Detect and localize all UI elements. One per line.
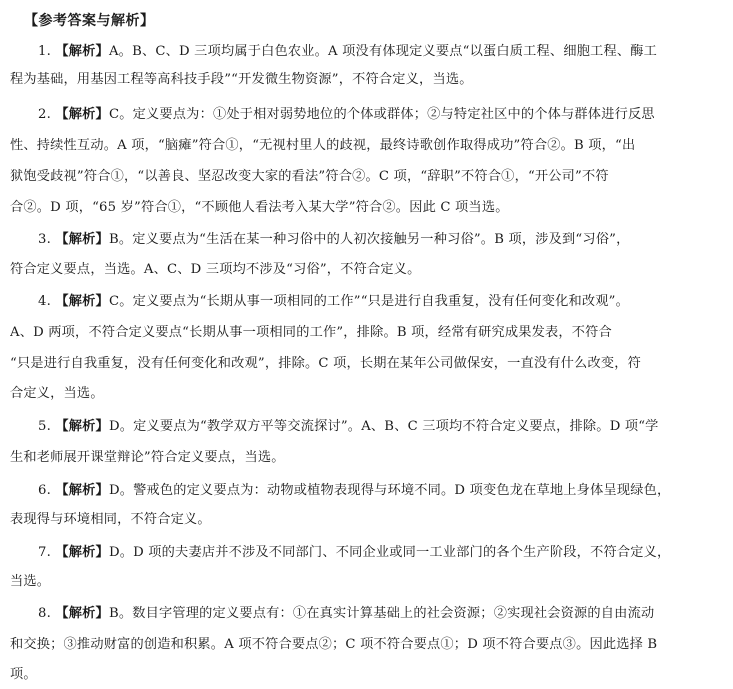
line-text: D。定义要点为“教学双方平等交流探讨”。A、B、C 三项均不符合定义要点，排除。D 项“学 — [108, 419, 659, 434]
answer-number: 7. — [38, 545, 51, 560]
answer-number: 6. — [38, 483, 51, 498]
answer-number: 3. — [38, 232, 51, 247]
answer-4-line-1 — [38, 293, 726, 311]
answer-8-line-1 — [38, 605, 726, 623]
answer-3-line-2: 符合定义要点，当选。A、C、D 三项均不涉及“习俗”，不符合定义。 — [10, 262, 421, 277]
answer-2-line-1 — [38, 106, 726, 124]
answer-number: 2. — [38, 107, 51, 122]
analysis-tag: 【解析】 — [55, 44, 109, 59]
analysis-tag: 【解析】 — [55, 419, 109, 434]
answer-2-line-3: 狱饱受歧视”符合①，“以善良、坚忍改变大家的看法”符合②。C 项，“辞职”不符合①，“开公司”不符 — [10, 169, 609, 184]
line-text: A。B、C、D 三项均属于白色农业。A 项没有体现定义要点“以蛋白质工程、细胞工程、酶工 — [108, 44, 658, 59]
analysis-tag: 【解析】 — [55, 545, 109, 560]
answer-number: 1. — [38, 44, 51, 59]
line-text: B。定义要点为“生活在某一种习俗中的人初次接触另一种习俗”。B 项，涉及到“习俗”， — [108, 232, 630, 247]
analysis-tag: 【解析】 — [55, 107, 109, 122]
answer-8-line-2: 和交换；③推动财富的创造和积累。A 项不符合要点②；C 项不符合要点①；D 项不符合要点③。因此选择 B — [10, 637, 658, 652]
section-heading: 【参考答案与解析】 — [24, 13, 155, 29]
answer-number: 8. — [38, 606, 51, 621]
answer-4-line-4: 合定义，当选。 — [10, 386, 104, 401]
answer-3-line-1 — [38, 231, 726, 249]
answer-6-line-1 — [38, 482, 726, 500]
answer-1-line-1 — [38, 43, 726, 61]
answer-6-line-2: 表现得与环境相同，不符合定义。 — [10, 512, 211, 527]
line-text: C。定义要点为：①处于相对弱势地位的个体或群体；②与特定社区中的个体与群体进行反思 — [108, 107, 655, 122]
answer-2-line-4: 合②。D 项，“65 岁”符合①，“不顾他人看法考入某大学”符合②。因此 C 项当选。 — [10, 200, 509, 215]
answer-5-line-2: 生和老师展开课堂辩论”符合定义要点，当选。 — [10, 450, 285, 465]
analysis-tag: 【解析】 — [55, 232, 109, 247]
analysis-tag: 【解析】 — [55, 294, 109, 309]
analysis-tag: 【解析】 — [55, 606, 109, 621]
answer-5-line-1 — [38, 418, 726, 436]
answer-7-line-2: 当选。 — [10, 574, 51, 589]
answer-number: 5. — [38, 419, 51, 434]
analysis-tag: 【解析】 — [55, 483, 109, 498]
answer-7-line-1 — [38, 544, 726, 562]
line-text: D。警戒色的定义要点为：动物或植物表现得与环境不同。D 项变色龙在草地上身体呈现绿色， — [108, 483, 671, 498]
answer-4-line-3: “只是进行自我重复，没有任何变化和改观”，排除。C 项，长期在某年公司做保安，一直没有什么改变，符 — [10, 356, 641, 371]
answer-8-line-3: 项。 — [10, 667, 37, 682]
answer-4-line-2: A、D 两项，不符合定义要点“长期从事一项相同的工作”，排除。B 项，经常有研究成果发表，不符合 — [10, 325, 612, 340]
line-text: C。定义要点为“长期从事一项相同的工作”“只是进行自我重复，没有任何变化和改观”。 — [108, 294, 629, 309]
answer-2-line-2: 性、持续性互动。A 项，“脑瘫”符合①，“无视村里人的歧视，最终诗歌创作取得成功”符合②。B 项，“出 — [10, 138, 636, 153]
line-text: B。数目字管理的定义要点有：①在真实计算基础上的社会资源；②实现社会资源的自由流动 — [108, 606, 655, 621]
answer-number: 4. — [38, 294, 51, 309]
line-text: D。D 项的夫妻店并不涉及不同部门、不同企业或同一工业部门的各个生产阶段，不符合定义， — [108, 545, 671, 560]
answer-1-line-2: 程为基础，用基因工程等高科技手段”“开发微生物资源”，不符合定义，当选。 — [10, 72, 473, 87]
